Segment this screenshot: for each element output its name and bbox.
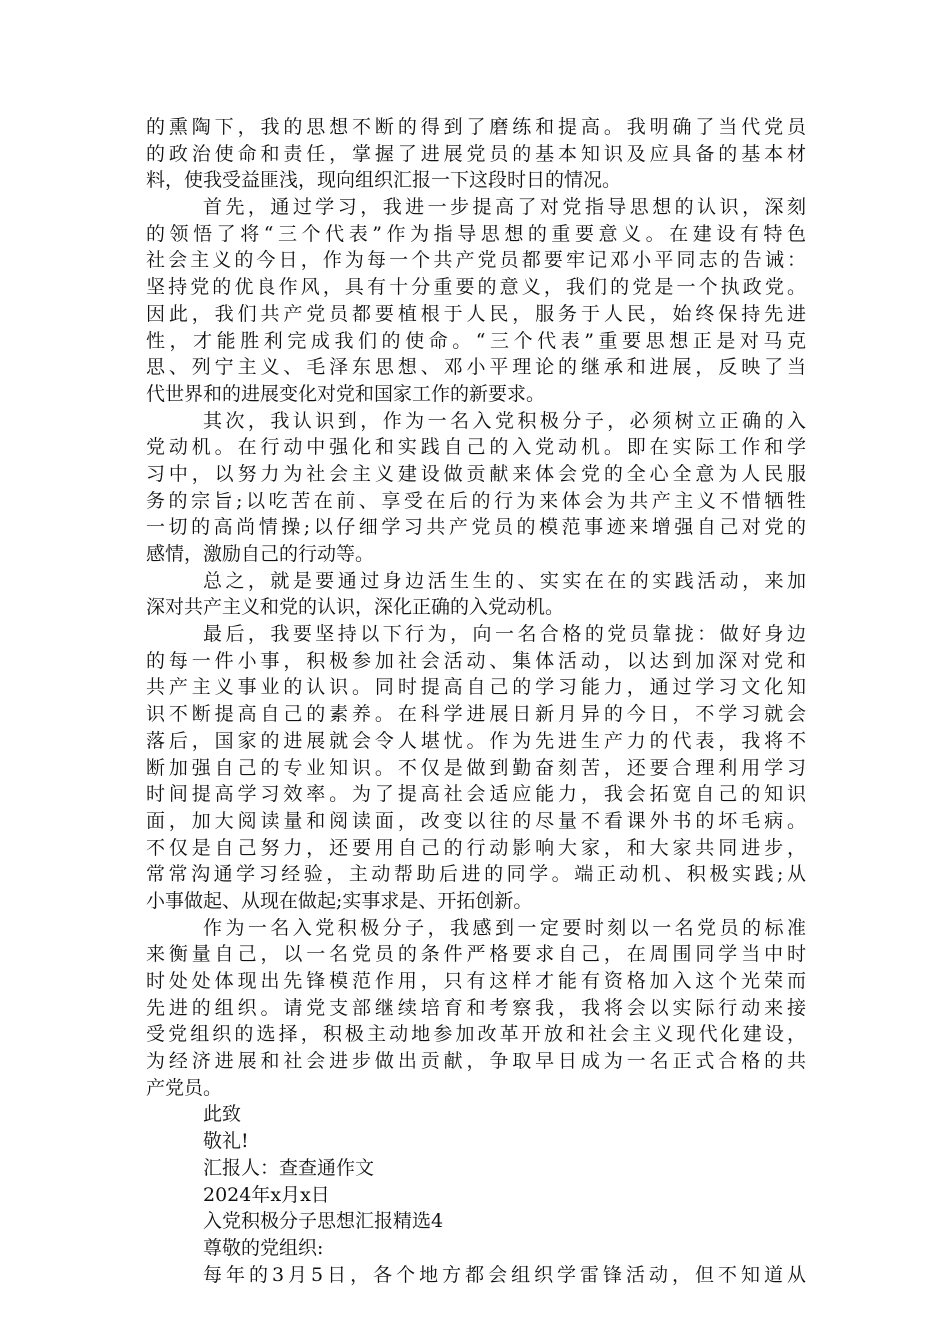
text-line: 习中，以努力为社会主义建设做贡献来体会党的全心全意为人民服 [146,462,806,485]
text-line: 每年的3月5日，各个地方都会组织学雷锋活动，但不知道从 [203,1263,806,1286]
text-line: 首先，通过学习，我进一步提高了对党指导思想的认识，深刻 [203,196,806,219]
text-line: 其次，我认识到，作为一名入党积极分子，必须树立正确的入 [203,409,806,432]
text-line: 为经济进展和社会进步做出贡献，争取早日成为一名正式合格的共 [146,1050,806,1073]
text-line: 入党积极分子思想汇报精选4 [203,1210,444,1233]
text-line: 思、列宁主义、毛泽东思想、邓小平理论的继承和进展，反映了当 [146,356,806,379]
text-line: 深对共产主义和党的认识，深化正确的入党动机。 [146,596,565,619]
text-line: 作为一名入党积极分子，我感到一定要时刻以一名党员的标准 [203,916,806,939]
text-line: 先进的组织。请党支部继续培育和考察我，我将会以实际行动来接 [146,996,806,1019]
text-line: 落后，国家的进展就会令人堪忧。作为先进生产力的代表，我将不 [146,729,806,752]
text-line: 产党员。 [146,1076,223,1099]
text-line: 时处处体现出先锋模范作用，只有这样才能有资格加入这个光荣而 [146,970,806,992]
text-line: 常常沟通学习经验，主动帮助后进的同学。端正动机、积极实践;从 [146,863,806,886]
text-line: 汇报人：查查通作文 [203,1156,375,1179]
text-line: 因此，我们共产党员都要植根于人民，服务于人民，始终保持先进 [146,302,806,325]
text-line: 不仅是自己努力，还要用自己的行动影响大家，和大家共同进步， [146,836,806,859]
text-line: 小事做起、从现在做起;实事求是、开拓创新。 [146,889,533,912]
text-line: 的领悟了将“三个代表”作为指导思想的重要意义。在建设有特色 [146,222,806,245]
document-body [146,114,806,1288]
text-line: 受党组织的选择，积极主动地参加改革开放和社会主义现代化建设， [146,1023,806,1046]
text-line: 感情，激励自己的行动等。 [146,543,375,565]
text-line: 2024年x月x日 [203,1183,330,1206]
text-line: 面，加大阅读量和阅读面，改变以往的尽量不看课外书的坏毛病。 [146,809,806,832]
text-line: 识不断提高自己的素养。在科学进展日新月异的今日，不学习就会 [146,703,806,726]
text-line: 共产主义事业的认识。同时提高自己的学习能力，通过学习文化知 [146,676,806,699]
text-line: 党动机。在行动中强化和实践自己的入党动机。即在实际工作和学 [146,436,806,459]
text-line: 的熏陶下，我的思想不断的得到了磨练和提高。我明确了当代党员 [146,116,806,138]
text-line: 来衡量自己，以一名党员的条件严格要求自己，在周围同学当中时 [146,943,806,966]
text-line: 的政治使命和责任，掌握了进展党员的基本知识及应具备的基本材 [146,142,806,165]
text-line: 此致 [203,1103,242,1126]
text-line: 时间提高学习效率。为了提高社会适应能力，我会拓宽自己的知识 [146,783,806,806]
text-line: 社会主义的今日，作为每一个共产党员都要牢记邓小平同志的告诫： [146,249,806,272]
text-line: 料，使我受益匪浅，现向组织汇报一下这段时日的情况。 [146,169,622,192]
text-line: 代世界和的进展变化对党和国家工作的新要求。 [146,382,546,405]
text-line: 总之，就是要通过身边活生生的、实实在在的实践活动，来加 [203,569,806,592]
text-line: 的每一件小事，积极参加社会活动、集体活动，以达到加深对党和 [146,649,806,672]
text-line: 最后，我要坚持以下行为，向一名合格的党员靠拢：做好身边 [203,623,806,646]
text-line: 一切的高尚情操;以仔细学习共产党员的模范事迹来增强自己对党的 [146,516,806,539]
text-line: 断加强自己的专业知识。不仅是做到勤奋刻苦，还要合理利用学习 [146,756,806,779]
text-line: 坚持党的优良作风，具有十分重要的意义，我们的党是一个执政党。 [146,276,806,299]
text-line: 务的宗旨;以吃苦在前、享受在后的行为来体会为共产主义不惜牺牲 [146,489,806,512]
text-line: 敬礼! [203,1130,249,1153]
text-line: 性，才能胜利完成我们的使命。“三个代表”重要思想正是对马克 [146,329,806,352]
text-line: 尊敬的党组织: [203,1236,324,1259]
